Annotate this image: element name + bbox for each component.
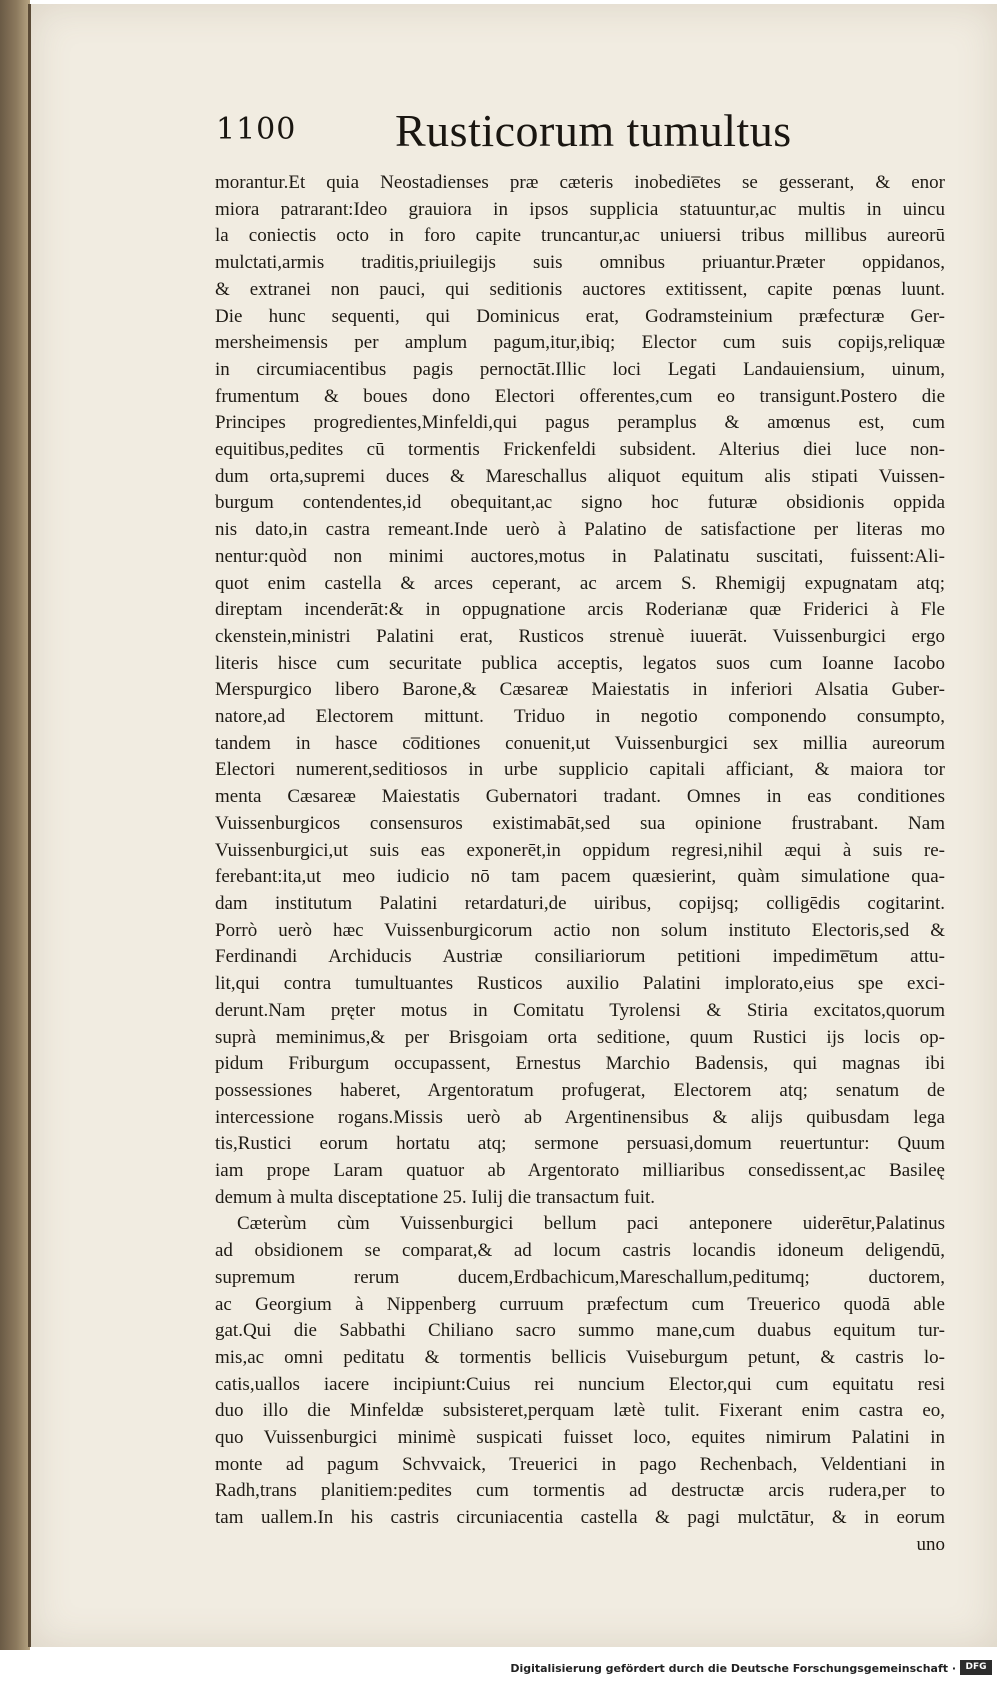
catchword: uno xyxy=(916,1533,945,1555)
text-line: equitibus,pedites cū tormentis Frickenfeldi subsident. Alterius diei luce non- xyxy=(215,439,945,461)
text-line: natore,ad Electorem mittunt. Triduo in negotio componendo consumpto, xyxy=(215,706,945,728)
text-line: quot enim castella & arces ceperant, ac arcem S. Rhemigij expugnatam atq; xyxy=(215,572,945,594)
text-line: catis,uallos iacere incipiunt:Cuius rei nuncium Elector,qui cum equitatu resi xyxy=(215,1373,945,1395)
text-line: iam prope Laram quatuor ab Argentorato milliaribus consedissent,ac Basileę xyxy=(215,1160,945,1182)
text-line: Cæterùm cùm Vuissenburgici bellum paci anteponere uiderētur,Palatinus xyxy=(237,1213,945,1235)
text-line: direptam incenderāt:& in oppugnatione arcis Roderianæ quæ Friderici à Fle xyxy=(215,599,945,621)
text-line: dam institutum Palatini retardaturi,de uiribus, copijsq; colligēdis cogitarint. xyxy=(215,892,945,914)
text-line: gat.Qui die Sabbathi Chiliano sacro summo mane,cum duabus equitum tur- xyxy=(215,1320,945,1342)
text-line: morantur.Et quia Neostadienses præ cæteris inobedie̅tes se gesserant, & enor xyxy=(215,172,945,193)
text-line: intercessione rogans.Missis uerò ab Argentinensibus & alijs quibusdam lega xyxy=(215,1106,945,1128)
page-number: 1100 xyxy=(216,112,297,147)
text-line: ckenstein,ministri Palatini erat, Rusticos strenuè iuuerāt. Vuissenburgici ergo xyxy=(215,625,945,647)
text-line: dum orta,supremi duces & Mareschallus aliquot equitum alis stipati Vuissen- xyxy=(215,465,945,487)
digitization-credit: Digitalisierung gefördert durch die Deutsche Forschungsgemeinschaft · xyxy=(510,1662,956,1675)
text-line: frumentum & boues dono Electori offerentes,cum eo transigunt.Postero die xyxy=(215,385,945,407)
text-line: in circumiacentibus pagis pernoctāt.Illic loci Legati Landauiensium, uinum, xyxy=(215,358,945,380)
dfg-logo: DFG xyxy=(960,1660,992,1675)
text-line: quo Vuissenburgici minimè suspicati fuisset loco, equites nimirum Palatini in xyxy=(215,1427,945,1449)
text-line: miora patrarant:Ideo grauiora in ipsos supplicia statuuntur,ac multis in uincu xyxy=(215,198,945,220)
text-line: nentur:quòd non minimi auctores,motus in Palatinatu suscitati, fuissent:Ali- xyxy=(215,545,945,567)
text-line: burgum contendentes,id obequitant,ac signo hoc futuræ obsidionis oppida xyxy=(215,492,945,514)
text-line: menta Cæsareæ Maiestatis Gubernatori tradant. Omnes in eas conditiones xyxy=(215,786,945,808)
book-spine-edge xyxy=(0,0,30,1650)
text-line: demum à multa disceptatione 25. Iulij die transactum fuit. xyxy=(215,1186,656,1208)
text-line: tam uallem.In his castris circuniacentia castella & pagi mulctātur, & in eorum xyxy=(215,1507,945,1529)
text-line: mulctati,armis traditis,priuilegijs suis omnibus priuantur.Præter oppidanos, xyxy=(215,252,945,274)
text-line: tis,Rustici eorum hortatu atq; sermone persuasi,domum reuertuntur: Quum xyxy=(215,1133,945,1155)
text-line: Radh,trans planitiem:pedites cum tormentis ad destructæ arcis rudera,per to xyxy=(215,1480,945,1502)
text-line: ad obsidionem se comparat,& ad locum castris locandis idoneum deligendū, xyxy=(215,1240,945,1262)
text-line: suprà meminimus,& per Brisgoiam orta seditione, quum Rustici ijs locis op- xyxy=(215,1026,945,1048)
text-line: Die hunc sequenti, qui Dominicus erat, Godramsteinium præfecturæ Ger- xyxy=(215,305,945,327)
text-line: monte ad pagum Schvvaick, Treuerici in pago Rechenbach, Veldentiani in xyxy=(215,1453,945,1475)
text-line: possessiones haberet, Argentoratum profugerat, Electorem atq; senatum de xyxy=(215,1079,945,1101)
text-line: duo illo die Minfeldæ subsisteret,perquam lætè tulit. Fixerant enim castra eo, xyxy=(215,1400,945,1422)
text-line: Principes progredientes,Minfeldi,qui pagus peramplus & amœnus est, cum xyxy=(215,412,945,434)
text-line: Ferdinandi Archiducis Austriæ consiliariorum petitioni impedime̅tum attu- xyxy=(215,946,945,968)
text-line: & extranei non pauci, qui seditionis auctores extitissent, capite pœnas luunt. xyxy=(215,278,945,300)
text-line: Merspurgico libero Barone,& Cæsareæ Maiestatis in inferiori Alsatia Guber- xyxy=(215,679,945,701)
text-line: la coniectis octo in foro capite truncantur,ac uniuersi tribus millibus aureorū xyxy=(215,225,945,247)
text-line: ferebant:ita,ut meo iudicio nō tam pacem quæsierint, quàm simulatione qua- xyxy=(215,866,945,888)
text-line: supremum rerum ducem,Erdbachicum,Mareschallum,peditumq; ductorem, xyxy=(215,1266,945,1288)
text-line: tandem in hasce co̅ditiones conuenit,ut Vuissenburgici sex millia aureorum xyxy=(215,732,945,754)
text-line: derunt.Nam pręter motus in Comitatu Tyrolensi & Stiria excitatos,quorum xyxy=(215,999,945,1021)
text-line: Vuissenburgici,ut suis eas exponerēt,in oppidum regresi,nihil æqui à suis re- xyxy=(215,839,945,861)
text-line: pidum Friburgum occupassent, Ernestus Marchio Badensis, qui magnas ibi xyxy=(215,1053,945,1075)
text-line: Vuissenburgicos consensuros existimabāt,sed sua opinione frustrabant. Nam xyxy=(215,812,945,834)
text-line: ac Georgium à Nippenberg curruum præfectum cum Treuerico quodā able xyxy=(215,1293,945,1315)
text-line: Porrò uerò hæc Vuissenburgicorum actio non solum instituto Electoris,sed & xyxy=(215,919,945,941)
text-line: Electori numerent,seditiosos in urbe supplicio capitali afficiant, & maiora tor xyxy=(215,759,945,781)
text-line: literis hisce cum securitate publica acceptis, legatos suos cum Ioanne Iacobo xyxy=(215,652,945,674)
running-title: Rusticorum tumultus xyxy=(395,105,792,156)
text-line: mersheimensis per amplum pagum,itur,ibiq; Elector cum suis copijs,reliquæ xyxy=(215,332,945,354)
text-line: mis,ac omni peditatu & tormentis bellicis Vuiseburgum petunt, & castris lo- xyxy=(215,1346,945,1368)
text-line: lit,qui contra tumultuantes Rusticos auxilio Palatini implorato,eius spe exci- xyxy=(215,973,945,995)
body-text xyxy=(215,170,945,1559)
text-line: nis dato,in castra remeant.Inde uerò à Palatino de satisfactione per literas mo xyxy=(215,519,945,541)
